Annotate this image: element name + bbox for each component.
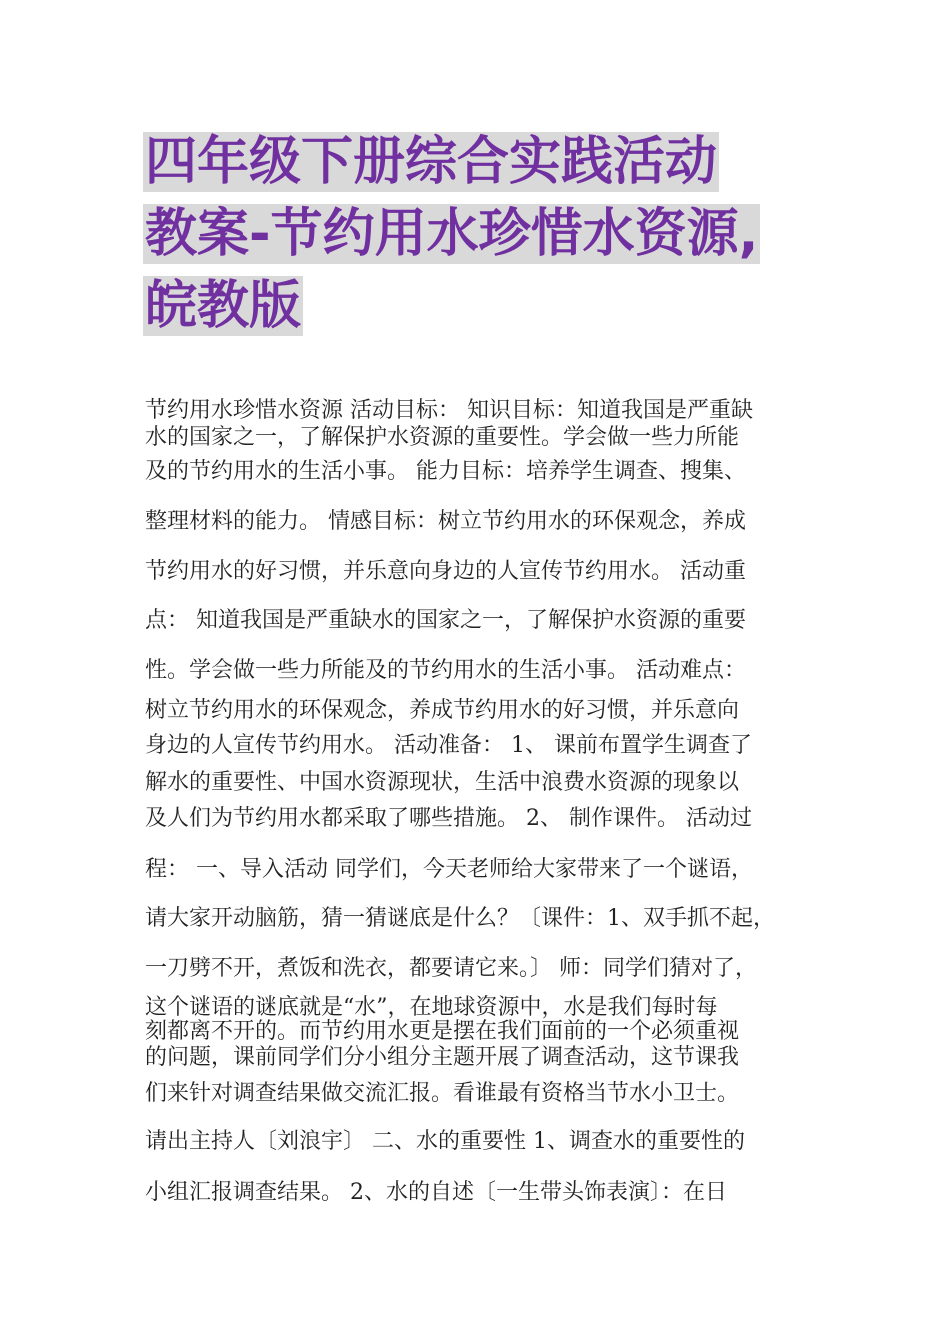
body-line: 请出主持人〔刘浪宇〕 二、水的重要性 1、调查水的重要性的: [145, 1129, 745, 1154]
title-line-3: 皖教版: [145, 276, 302, 336]
document-title: [143, 132, 843, 348]
body-line: 点： 知道我国是严重缺水的国家之一，了解保护水资源的重要: [145, 608, 746, 633]
body-line: 性。学会做一些力所能及的节约用水的生活小事。 活动难点：: [145, 658, 746, 683]
body-line: 程： 一、导入活动 同学们，今天老师给大家带来了一个谜语，: [145, 857, 753, 882]
body-line: 整理材料的能力。 情感目标：树立节约用水的环保观念，养成: [145, 509, 746, 534]
title-line-2: 教案-节约用水珍惜水资源,: [145, 204, 759, 264]
body-line: 小组汇报调查结果。 2、水的自述〔一生带头饰表演〕：在日: [145, 1180, 727, 1205]
body-line: 节约用水的好习惯，并乐意向身边的人宣传节约用水。 活动重: [145, 559, 746, 584]
body-line: 刻都离不开的。而节约用水更是摆在我们面前的一个必须重视: [145, 1019, 740, 1044]
body-line: 们来针对调查结果做交流汇报。看谁最有资格当节水小卫士。: [145, 1081, 740, 1106]
body-line: 身边的人宣传节约用水。 活动准备： 1、 课前布置学生调查了: [145, 733, 752, 758]
body-line: 这个谜语的谜底就是“水”，在地球资源中，水是我们每时每: [145, 995, 718, 1020]
title-line-1: 四年级下册综合实践活动: [145, 132, 718, 192]
body-line: 水的国家之一，了解保护水资源的重要性。学会做一些力所能: [145, 425, 740, 450]
body-line: 及的节约用水的生活小事。 能力目标：培养学生调查、搜集、: [145, 459, 746, 484]
body-line: 一刀劈不开，煮饭和洗衣，都要请它来。〕 师：同学们猜对了，: [145, 956, 757, 981]
body-line: 及人们为节约用水都采取了哪些措施。 2、 制作课件。 活动过: [145, 806, 752, 831]
body-line: 树立节约用水的环保观念，养成节约用水的好习惯，并乐意向: [145, 698, 740, 723]
body-line: 的问题，课前同学们分小组分主题开展了调查活动，这节课我: [145, 1045, 740, 1070]
body-line: 节约用水珍惜水资源 活动目标： 知识目标：知道我国是严重缺: [145, 398, 753, 423]
body-line: 请大家开动脑筋，猜一猜谜底是什么？〔课件：1、双手抓不起，: [145, 906, 775, 931]
body-line: 解水的重要性、中国水资源现状，生活中浪费水资源的现象以: [145, 770, 740, 795]
